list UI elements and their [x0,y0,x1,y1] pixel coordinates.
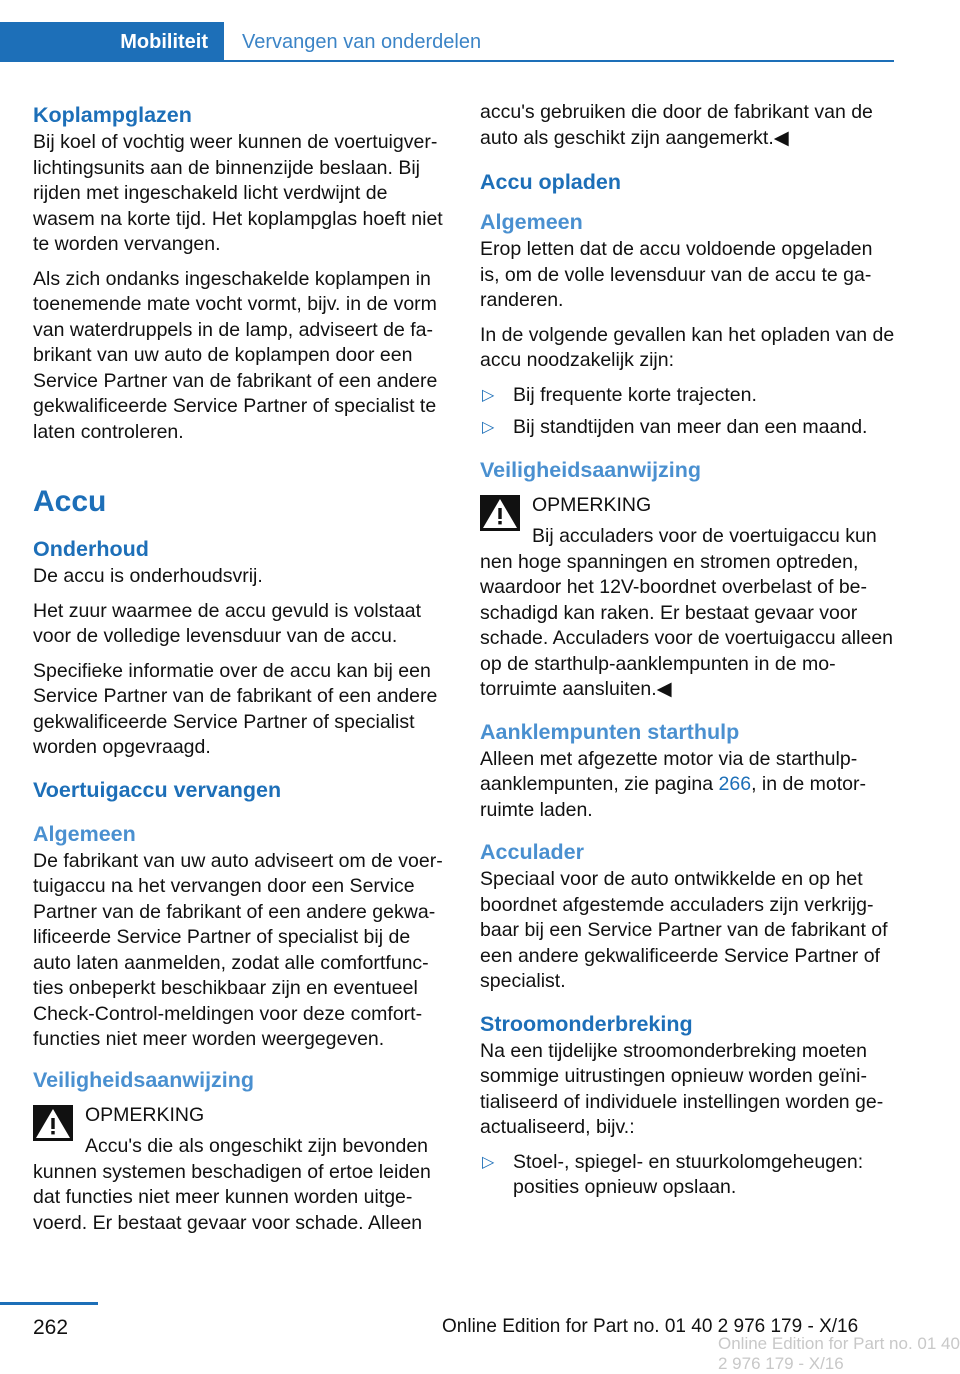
edition-text: Online Edition for Part no. 01 40 2 976 179 - X/16 [442,1316,859,1337]
triangle-bullet-icon: ▷ [482,1153,495,1171]
footer-divider [0,1302,98,1305]
bullet-list [480,1150,896,1201]
heading-aanklempunten-starthulp: Aanklempunten starthulp [480,719,740,744]
paragraph: Na een tijdelijke stroomonderbreking moeten sommige uitrustingen opnieuw worden geïnitialiseerd of individuele instellingen worden geactualiseerd, bijv.: [480,1039,884,1138]
header-divider [224,60,894,62]
triangle-bullet-icon: ▷ [482,419,495,436]
heading-veiligheidsaanwijzing: Veiligheidsaanwijzing [480,457,702,482]
warning-text-continued: kunnen systemen beschadigen of ertoe leiden dat functies niet meer kunnen worden uitgevoerd. Er bestaat gevaar voor schade. Alleen [33,1160,431,1234]
paragraph: Erop letten dat de accu voldoende opgeladen is, om de volle levensduur van de accu te garanderen. [480,238,873,311]
warning-icon [480,495,520,531]
warning-block [33,1103,449,1237]
heading-stroomonderbreking: Stroomonderbreking [480,1011,693,1036]
heading-acculader: Acculader [480,840,584,864]
paragraph: Alleen met afgezette motor via de starthulpaanklempunten, zie pagina 266, in de motorruimte laden. [480,747,866,821]
left-column [33,100,449,1242]
paragraph: Als zich ondanks ingeschakelde koplampen in toenemende mate vocht vormt, bijv. in de vorm van waterdruppels in de lamp, adviseert de fabrikant van uw auto de koplampen door een Service Partner van de fabrikant of een andere gekwalificeerde Service Partner of specialist te laten controleren. [33,267,438,443]
warning-label: OPMERKING [85,1103,205,1126]
heading-accu: Accu [33,485,107,518]
page-header [0,0,960,62]
warning-label: OPMERKING [532,493,652,516]
heading-koplampglazen: Koplampglazen [33,103,192,127]
right-column [480,100,896,1210]
list-item: ▷ Bij frequente korte trajecten. [480,383,896,409]
paragraph: De fabrikant van uw auto adviseert om de voertuigaccu na het vervangen door een Service Partner van de fabrikant of een andere gekwalificeerde Service Partner of specialist bij de auto laten aanmelden, zodat alle comfortfuncties onbeperkt beschikbaar zijn en eventueel Check-Control-meldingen voor deze comfortfuncties niet meer worden weergegeven. [33,849,443,1050]
page-link[interactable]: 266 [718,773,752,795]
paragraph: In de volgende gevallen kan het opladen van de accu noodzakelijk zijn: [480,323,895,371]
heading-onderhoud: Onderhoud [33,537,149,561]
paragraph: Specifieke informatie over de accu kan bij een Service Partner van de fabrikant of een andere gekwalificeerde Service Partner of specialist worden opgevraagd. [33,659,438,758]
watermark: Online Edition for Part no. 01 40 2 976 179 - X/16 [718,1334,960,1373]
bullet-list [480,383,896,441]
heading-voertuigaccu-vervangen: Voertuigaccu vervangen [33,777,282,802]
paragraph: De accu is onderhoudsvrij. [33,565,263,587]
paragraph: accu's gebruiken die door de fabrikant van de auto als geschikt zijn aangemerkt.◀ [480,101,873,149]
warning-text: Bij acculaders voor de voertuigaccu kun [532,525,877,547]
chapter-tab[interactable]: Vervangen van onderdelen [242,30,482,53]
paragraph: Het zuur waarmee de accu gevuld is volstaat voor de volledige levensduur van de accu. [33,599,422,647]
paragraph: Bij koel of vochtig weer kunnen de voertuigverlichtingsunits aan de binnenzijde beslaan. Bij rijden met ingeschakeld licht verdwijnt de wasem na korte tijd. Het koplampglas hoeft niet te worden vervangen. [33,131,443,255]
list-item: ▷ Stoel-, spiegel- en stuurkolomgeheugen: posities opnieuw opslaan. [482,1150,864,1198]
warning-text: Accu's die als ongeschikt zijn bevonden [85,1135,429,1157]
heading-algemeen: Algemeen [480,210,583,234]
section-tab[interactable]: Mobiliteit [0,22,224,62]
paragraph: Speciaal voor de auto ontwikkelde en op het boordnet afgestemde acculaders zijn verkrijgbaar bij een Service Partner van de fabrikant of een andere gekwalificeerde Service Partner of specialist. [480,868,888,992]
warning-icon [33,1105,73,1141]
page-number: 262 [33,1316,69,1339]
warning-block [480,493,896,703]
list-item: ▷ Bij standtijden van meer dan een maand. [480,415,896,441]
heading-algemeen: Algemeen [33,821,136,846]
heading-accu-opladen: Accu opladen [480,170,621,194]
warning-text-continued: nen hoge spanningen en stromen optreden, waardoor het 12V-boordnet overbelast of beschadigd kan raken. Er bestaat gevaar voor schade. Acculaders voor de voertuigaccu alleen op de starthulp-aanklempunten in de motorruimte aansluiten.◀ [480,550,894,700]
heading-veiligheidsaanwijzing: Veiligheidsaanwijzing [33,1067,255,1092]
triangle-bullet-icon: ▷ [482,386,495,404]
